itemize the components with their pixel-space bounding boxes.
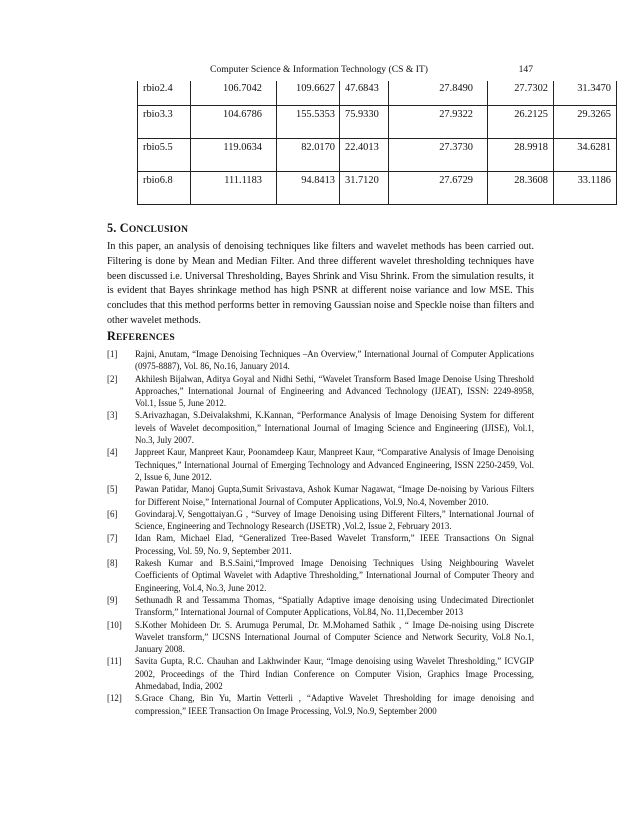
table-cell: rbio5.5 <box>138 139 191 172</box>
reference-number: [5] <box>107 484 118 495</box>
reference-number: [10] <box>107 619 122 630</box>
table-cell: 82.0170 <box>277 139 340 172</box>
reference-number: [7] <box>107 533 118 544</box>
reference-number: [4] <box>107 447 118 458</box>
reference-item <box>107 373 534 410</box>
reference-item <box>107 409 534 446</box>
reference-item <box>107 655 534 692</box>
table-cell: 33.1186 <box>554 172 617 205</box>
reference-number: [9] <box>107 594 118 605</box>
page-number: 147 <box>518 64 533 75</box>
reference-text: Sethunadh R and Tessamma Thomas, “Spatially Adaptive image denoising using Undecimated Directionlet Transform,” International Journal of Computer Applications, Vol.84, No. 11,December 2013 <box>135 594 534 618</box>
reference-item <box>107 348 534 373</box>
table-cell: 28.9918 <box>488 139 554 172</box>
reference-number: [6] <box>107 508 118 519</box>
reference-number: [12] <box>107 693 122 704</box>
reference-number: [3] <box>107 410 118 421</box>
reference-text: Jappreet Kaur, Manpreet Kaur, Poonamdeep Kaur, Manpreet Kaur, “Comparative Analysis of Image Denoising Techniques,” International Journal of Emerging Technology and Advanced Engineering, ISSN 2250-2459, Vol. 2, Issue 6, June 2012. <box>135 447 534 482</box>
conclusion-number: 5. <box>107 221 120 235</box>
table-cell: 111.1183 <box>191 172 277 205</box>
reference-item <box>107 557 534 594</box>
table-row <box>138 81 617 106</box>
table-cell: 26.2125 <box>488 106 554 139</box>
reference-text: Akhilesh Bijalwan, Aditya Goyal and Nidhi Sethi, “Wavelet Transform Based Image Denoise Using Threshold Approaches,” International Journal of Engineering and Advanced Technology (IJEAT), ISSN: 2249-8958, Vol.1, Issue 5, June 2012. <box>135 373 534 409</box>
reference-item <box>107 594 534 619</box>
references-list <box>107 348 534 717</box>
reference-item <box>107 532 534 557</box>
reference-text: S.Grace Chang, Bin Yu, Martin Vetterli , “Adaptive Wavelet Thresholding for image denoising and compression,” IEEE Transaction On Image Processing, Vol.9, No.9, September 2000 <box>135 693 534 716</box>
conclusion-title-rest: ONCLUSION <box>128 225 189 235</box>
results-table-body <box>138 81 617 205</box>
table-cell: 28.3608 <box>488 172 554 205</box>
table-cell: 104.6786 <box>191 106 277 139</box>
reference-text: Pawan Patidar, Manoj Gupta,Sumit Srivastava, Ashok Kumar Nagawat, “Image De-noising by Various Filters for Different Noise,” International Journal of Computer Applications, Vol.9, No.4, November 2010. <box>135 484 534 507</box>
table-row <box>138 172 617 205</box>
reference-text: S.Kother Mohideen Dr. S. Arumuga Perumal, Dr. M.Mohamed Sathik , “ Image De-noising using Discrete Wavelet transform,” IJCSNS International Journal of Computer Science and Network Security, Vol.8 No.1, January 2008. <box>135 619 534 655</box>
table-cell: rbio3.3 <box>138 106 191 139</box>
reference-text: S.Arivazhagan, S.Deivalakshmi, K.Kannan, “Performance Analysis of Image Denoising System for different levels of Wavelet decomposition,” International Journal of Imaging Science and Engineering (IJISE), Vol.1, No.3, July 2007. <box>135 410 534 446</box>
table-cell: rbio2.4 <box>138 81 191 106</box>
conclusion-paragraph: In this paper, an analysis of denoising techniques like filters and wavelet methods has been carried out. Filtering is done by Mean and Median Filter. And three different wavelet thresholding techniques have been discussed i.e. Universal Thresholding, Bayes Shrink and Visu Shrink. From the simulation results, it is evident that Bayes shrinkage method has high PSNR at different noise variance and low MSE. This concludes that this method performs better in removing Gaussian noise and Speckle noise than filters and other wavelet methods. <box>107 241 534 326</box>
reference-item <box>107 508 534 533</box>
table-cell: 27.8490 <box>389 81 488 106</box>
reference-text: Rakesh Kumar and B.S.Saini,“Improved Image Denoising Techniques Using Neighbouring Wavelet Coefficients of Optimal Wavelet with Adaptive Thresholding,” International Journal of Computer Theory and Engineering, Vol.4, No.3, June 2012. <box>135 558 534 593</box>
table-cell: 109.6627 <box>277 81 340 106</box>
reference-number: [1] <box>107 349 118 359</box>
table-cell: 22.4013 <box>340 139 389 172</box>
references-heading <box>107 329 175 344</box>
table-cell: 119.0634 <box>191 139 277 172</box>
reference-item <box>107 446 534 483</box>
reference-item <box>107 483 534 508</box>
table-cell: 34.6281 <box>554 139 617 172</box>
table-cell: 31.7120 <box>340 172 389 205</box>
reference-number: [2] <box>107 373 118 384</box>
table-row <box>138 139 617 172</box>
reference-text: Govindaraj.V, Sengottaiyan.G , “Survey of Image Denoising using Different Filters,” International Journal of Science, Engineering and Technology Research (IJSETR) ,Vol.2, Issue 2, February 2013. <box>135 508 534 532</box>
conclusion-title-initial: C <box>119 221 129 235</box>
table-cell: 155.5353 <box>277 106 340 139</box>
reference-item <box>107 692 534 717</box>
table-cell: 106.7042 <box>191 81 277 106</box>
references-title-initial: R <box>107 329 117 343</box>
references-title-rest: EFERENCES <box>116 333 175 343</box>
reference-text: Idan Ram, Michael Elad, “Generalized Tree-Based Wavelet Transform,” IEEE Transactions On Signal Processing, Vol. 59, No. 9, September 2011. <box>135 533 534 556</box>
table-cell: 27.9322 <box>389 106 488 139</box>
reference-text: Rajni, Anutam, “Image Denoising Techniques –An Overview,” International Journal of Computer Applications (0975-8887), Vol. 86, No.16, January 2014. <box>135 349 534 372</box>
journal-title: Computer Science & Information Technology (CS & IT) <box>210 64 428 75</box>
results-table <box>137 81 617 205</box>
table-cell: 27.3730 <box>389 139 488 172</box>
table-cell: 29.3265 <box>554 106 617 139</box>
table-cell: 27.7302 <box>488 81 554 106</box>
reference-number: [8] <box>107 558 118 569</box>
table-cell: rbio6.8 <box>138 172 191 205</box>
table-cell: 94.8413 <box>277 172 340 205</box>
table-cell: 31.3470 <box>554 81 617 106</box>
table-cell: 47.6843 <box>340 81 389 106</box>
reference-text: Savita Gupta, R.C. Chauhan and Lakhwinder Kaur, “Image denoising using Wavelet Thresholding,” ICVGIP 2002, Proceedings of the Third Indian Conference on Computer Vision, Graphics Image Processing, Ahmedabad, India, 2002 <box>135 656 534 692</box>
reference-number: [11] <box>107 656 122 667</box>
table-row <box>138 106 617 139</box>
reference-item <box>107 619 534 656</box>
page-header <box>0 64 638 80</box>
conclusion-heading <box>107 221 188 236</box>
table-cell: 75.9330 <box>340 106 389 139</box>
table-cell: 27.6729 <box>389 172 488 205</box>
